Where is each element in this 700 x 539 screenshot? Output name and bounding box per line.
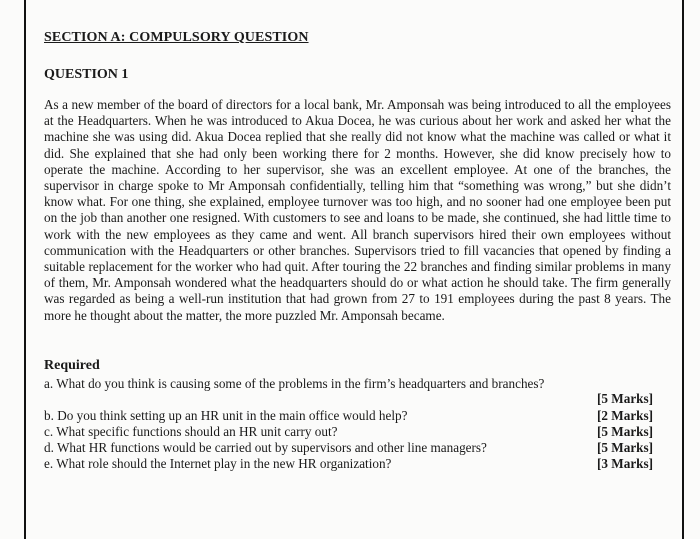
marks-item-e: [3 Marks] xyxy=(597,456,654,471)
marks-item-d: [5 Marks] xyxy=(597,440,654,455)
left-border-rule xyxy=(24,0,26,539)
required-heading: Required xyxy=(44,358,100,373)
question-item-d: d. What HR functions would be carried out by supervisors and other line managers? xyxy=(44,440,487,455)
question-item-c: c. What specific functions should an HR unit carry out? xyxy=(44,424,338,439)
section-title: SECTION A: COMPULSORY QUESTION xyxy=(44,30,309,45)
marks-item-c: [5 Marks] xyxy=(597,424,654,439)
question-item-b: b. Do you think setting up an HR unit in the main office would help? xyxy=(44,408,408,423)
marks-item-b: [2 Marks] xyxy=(597,408,654,423)
case-study-paragraph: As a new member of the board of directors for a local bank, Mr. Amponsah was being introduced to all the employees at the Headquarters. When he was introduced to Akua Docea, he was curious about her work and asked her what the machine she was using did. Akua Docea replied that she really did not know what the machine was called or what it did. She explained that she had only been working there for 2 months. However, she did know precisely how to operate the machine. According to her supervisor, she was an excellent employee. At one of the branches, the supervisor in charge spoke to Mr Amponsah confidentially, telling him that “something was wrong,” but she didn’t know what. For one thing, she explained, employee turnover was too high, and no sooner had one employee been put on the job than another one resigned. With customers to see and loans to be made, she continued, she had little time to work with the new employees as they came and went. All branch supervisors hired their own employees without communication with the Headquarters or other branches. Supervisors tried to fill vacancies that opened by finding a suitable replacement for the worker who had quit. After touring the 22 branches and finding similar problems in many of them, Mr. Amponsah wondered what the headquarters should do or what action he should take. The firm generally was regarded as being a well-run institution that had grown from 27 to 191 employees during the past 8 years. The more he thought about the matter, the more puzzled Mr. Amponsah became. xyxy=(44,97,671,323)
right-border-rule xyxy=(682,0,684,539)
question-item-a: a. What do you think is causing some of the problems in the firm’s headquarters and branches? xyxy=(44,376,545,391)
marks-item-a: [5 Marks] xyxy=(597,391,654,406)
question-title: QUESTION 1 xyxy=(44,67,129,82)
question-item-e: e. What role should the Internet play in the new HR organization? xyxy=(44,456,392,471)
